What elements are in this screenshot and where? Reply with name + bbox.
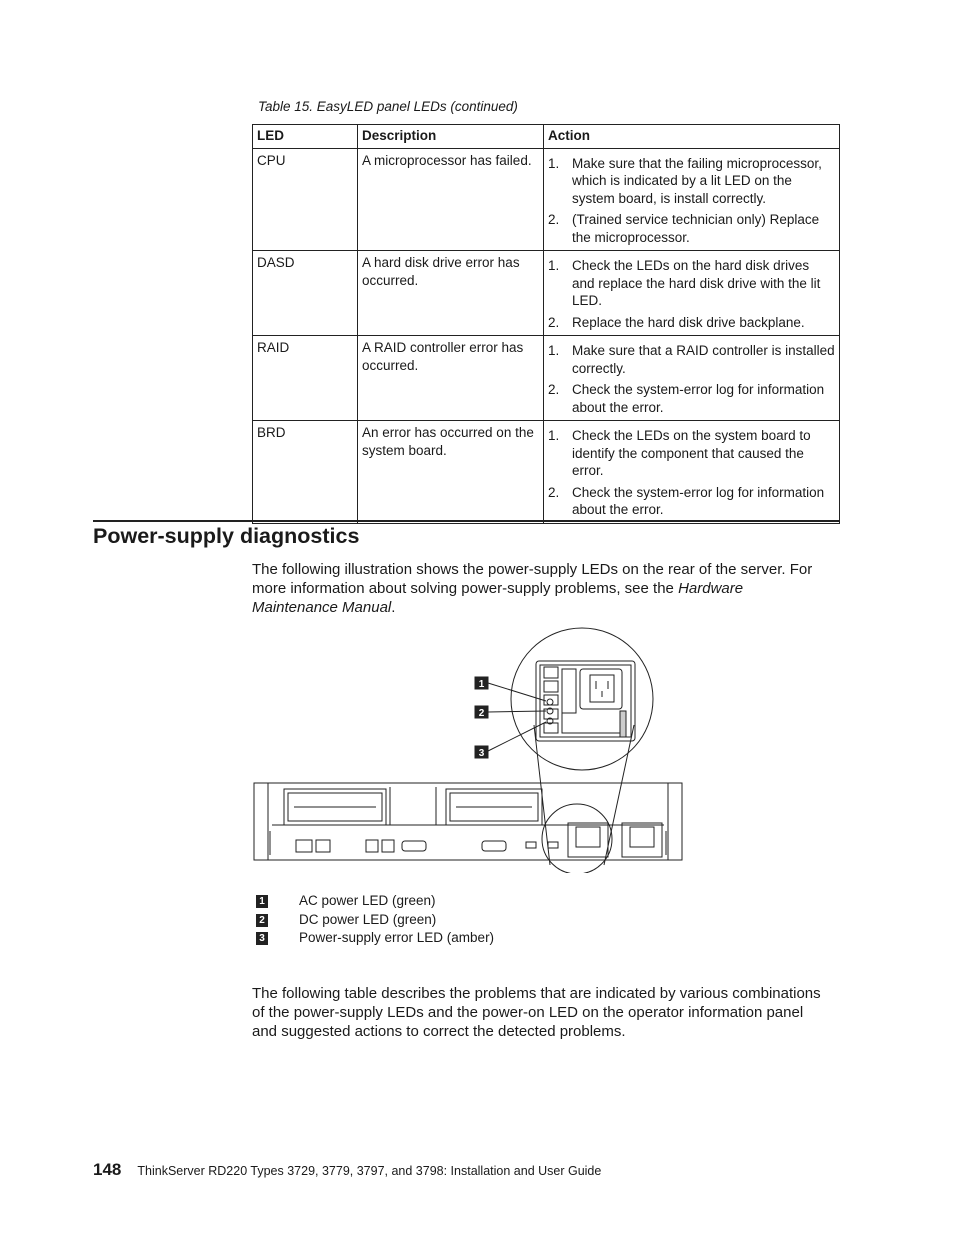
callout-label: Power-supply error LED (amber) (299, 930, 495, 945)
closing-paragraph: The following table describes the problems that are indicated by various combinations of the power-supply LEDs and the power-on LED on the operator information panel and suggested actions to correct the detected problems. (252, 985, 821, 1040)
step-number: 1. (548, 155, 560, 171)
server-rear-view (254, 783, 682, 873)
callout-key: 1 (256, 895, 268, 908)
action-steps (548, 342, 835, 416)
action-step (548, 211, 835, 246)
callout-marker-2 (475, 706, 488, 719)
description-cell: A microprocessor has failed. (358, 148, 544, 251)
action-step (548, 381, 835, 416)
step-number: 2. (548, 314, 560, 330)
step-text: Make sure that a RAID controller is installed correctly. (572, 343, 835, 376)
step-number: 2. (548, 382, 560, 397)
step-number: 1. (548, 343, 560, 358)
callout-label: DC power LED (green) (299, 911, 437, 927)
power-supply-detail-view (511, 628, 653, 770)
header-description: Description (358, 125, 544, 149)
action-step (548, 314, 835, 332)
action-cell (544, 251, 840, 336)
easyled-table (252, 124, 840, 524)
callout-label: AC power LED (green) (299, 893, 436, 908)
callout-key: 2 (256, 914, 268, 927)
callout-number: 1 (478, 679, 485, 690)
callout-number: 2 (478, 708, 485, 719)
callout-number: 3 (478, 748, 485, 759)
step-text: Replace the hard disk drive backplane. (572, 314, 805, 330)
action-steps (548, 155, 835, 247)
intro-end: . (391, 599, 396, 616)
step-text: Check the LEDs on the system board to identify the component that caused the error. (572, 428, 811, 478)
step-text: Make sure that the failing microprocessor, which is indicated by a lit LED on the system board, is install correctly. (572, 155, 822, 206)
led-cell: BRD (253, 421, 358, 524)
step-number: 1. (548, 258, 560, 273)
action-step (548, 155, 835, 208)
table-caption: Table 15. EasyLED panel LEDs (continued) (258, 99, 518, 114)
action-steps (548, 257, 835, 331)
action-cell (544, 148, 840, 251)
action-steps (548, 427, 835, 519)
callout-key: 3 (256, 932, 268, 945)
description-cell: An error has occurred on the system board. (358, 421, 544, 524)
section-heading: Power-supply diagnostics (93, 524, 360, 548)
led-cell: DASD (253, 251, 358, 336)
led-cell: RAID (253, 336, 358, 421)
table-row (253, 336, 840, 421)
table-header-row (253, 125, 840, 149)
intro-paragraph (252, 560, 832, 617)
page-number: 148 (93, 1160, 122, 1179)
action-cell (544, 336, 840, 421)
action-step (548, 427, 835, 480)
header-led: LED (253, 125, 358, 149)
step-number: 1. (548, 428, 560, 443)
table-row (253, 421, 840, 524)
description-cell: A RAID controller error has occurred. (358, 336, 544, 421)
step-number: 2. (548, 212, 560, 227)
action-step (548, 484, 835, 519)
description-cell: A hard disk drive error has occurred. (358, 251, 544, 336)
led-cell: CPU (253, 148, 358, 251)
step-text: Check the system-error log for information about the error. (572, 382, 825, 415)
action-step (548, 257, 835, 310)
table-row (253, 148, 840, 251)
action-cell (544, 421, 840, 524)
power-supply-illustration (250, 625, 686, 873)
footer-title: ThinkServer RD220 Types 3729, 3779, 3797, and 3798: Installation and User Guide (137, 1164, 602, 1178)
step-text: (Trained service technician only) Replace the microprocessor. (572, 212, 820, 245)
page-footer (93, 1160, 601, 1180)
table-row (253, 251, 840, 336)
callout-marker-1 (475, 677, 488, 690)
action-step (548, 342, 835, 377)
step-number: 2. (548, 484, 560, 500)
header-action: Action (544, 125, 840, 149)
section-rule (93, 520, 840, 522)
step-text: Check the system-error log for information about the error. (572, 484, 825, 517)
manual-title: Hardware Maintenance Manual (252, 580, 744, 616)
callout-marker-3 (475, 746, 488, 759)
step-text: Check the LEDs on the hard disk drives and replace the hard disk drive with the lit LED. (572, 258, 821, 308)
intro-text: The following illustration shows the power-supply LEDs on the rear of the server. For more information about solving power-supply problems, see the (252, 561, 813, 597)
